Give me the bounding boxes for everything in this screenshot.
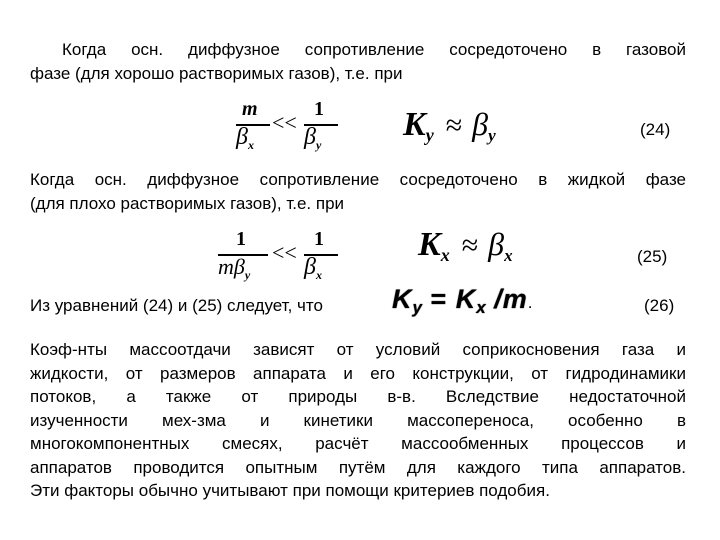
paragraph-mass-transfer — [30, 338, 686, 503]
paragraph-line: жидкости, от размеров аппарата и его конструкции, от гидродинамики — [30, 363, 686, 383]
paragraph-line: (для плохо растворимых газов), т.е. при — [30, 193, 345, 213]
denominator: $\beta_x$ — [304, 254, 322, 282]
fraction-one-over-beta-x — [304, 228, 338, 288]
paragraph-line: Когда осн. диффузное сопротивление сосредоточено в жидкой фазе — [30, 170, 686, 189]
equation-26-prefix: Из уравнений (24) и (25) следует, что — [30, 296, 323, 315]
fraction-one-over-m-beta-y — [218, 228, 268, 288]
paragraph-line: изученности мех-зма и кинетики массопереноса, особенно в — [30, 410, 686, 430]
equation-number-24: (24) — [640, 120, 671, 139]
paragraph-line: потоков, а также от природы в-в. Вследствие недостаточной — [30, 387, 686, 406]
paragraph-line: Когда осн. диффузное сопротивление сосредоточено в газовой — [62, 40, 686, 59]
numerator: m — [242, 98, 258, 120]
paragraph-line: аппаратов проводится опытным путём для каждого типа аппаратов. — [30, 457, 686, 477]
k-y-approx-beta-y: Ky ≈ βy — [403, 106, 496, 145]
paragraph-gas-phase — [30, 38, 686, 85]
equation-number-26: (26) — [644, 296, 675, 315]
paragraph-line: Коэф-нты массоотдачи зависят от условий соприкосновения газа и — [30, 340, 686, 359]
ky-equals-kx-over-m: Ky = Kx /m. — [392, 284, 533, 317]
numerator: 1 — [236, 228, 246, 250]
numerator: 1 — [314, 98, 324, 120]
equation-number-25: (25) — [637, 247, 668, 266]
denominator: $\beta_x$ — [236, 124, 254, 152]
paragraph-line: многокомпонентных смесях, расчёт массообменных процессов и — [30, 434, 686, 453]
paragraph-line: фазе (для хорошо растворимых газов), т.е. при — [30, 63, 403, 83]
paragraph-liquid-phase — [30, 168, 686, 215]
much-less-than-sign: << — [272, 240, 297, 265]
denominator: $\beta_y$ — [304, 124, 322, 152]
fraction-one-over-beta-y — [304, 98, 338, 158]
fraction-m-over-beta-x — [236, 98, 270, 158]
paragraph-line: Эти факторы обычно учитывают при помощи критериев подобия. — [30, 481, 550, 500]
k-x-approx-beta-x: Kx ≈ βx — [418, 226, 513, 265]
denominator: $m\beta_y$ — [218, 254, 251, 282]
numerator: 1 — [314, 228, 324, 250]
much-less-than-sign: << — [272, 110, 297, 135]
